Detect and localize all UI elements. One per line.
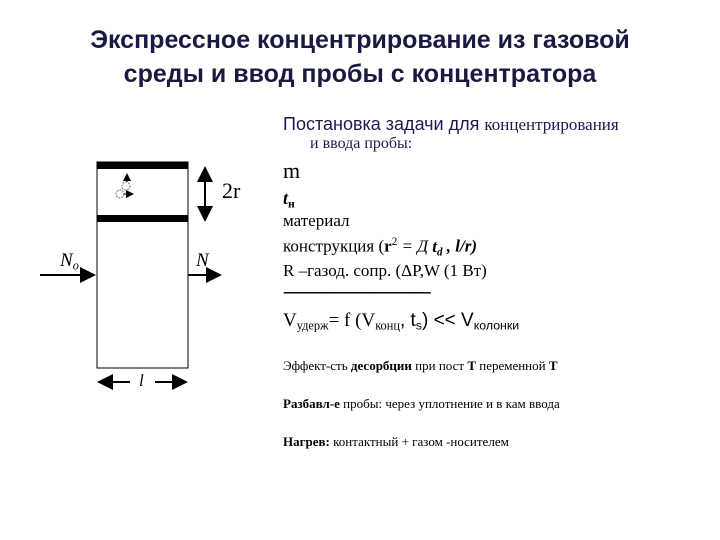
column-wall-top bbox=[97, 162, 188, 169]
desorption-note: Эффект-сть десорбции при пост Т переменной Т bbox=[283, 358, 558, 373]
retention-formula: $V_{удерж}= f$ ($V_{конц}$, $t_s) << V_{колонки}$ bbox=[283, 310, 520, 333]
slide-title-line2: среды и ввод пробы с концентратора bbox=[123, 60, 597, 88]
task-heading: Постановка задачи для концентрирования bbox=[283, 114, 619, 134]
column-outline bbox=[97, 162, 188, 368]
label-n0: $N_o$ bbox=[60, 250, 79, 273]
molecule-icon bbox=[116, 174, 133, 198]
separator-dashes: ---------------------------------------- bbox=[283, 282, 430, 301]
slide-title-line1: Экспрессное концентрирование из газовой bbox=[90, 26, 630, 54]
label-2r: 2r bbox=[222, 178, 241, 203]
dilution-note: Разбавл-е пробы: через уплотнение и в кам ввода bbox=[283, 396, 560, 411]
task-heading-line2: и ввода пробы: bbox=[310, 135, 413, 152]
column-wall-bottom bbox=[97, 215, 188, 222]
param-material: материал bbox=[283, 211, 350, 230]
label-n: N bbox=[196, 250, 209, 271]
label-l: l bbox=[139, 371, 144, 390]
param-resistance: R –газод. сопр. (ΔP,W (1 Вт) bbox=[283, 261, 487, 280]
param-t: $t_н$ bbox=[283, 188, 295, 211]
param-m: m bbox=[283, 158, 301, 183]
heating-note: Нагрев: контактный + газом -носителем bbox=[283, 434, 509, 449]
param-construction: конструкция ($r^2 = Д$ $t_d$ , l/r) bbox=[283, 236, 478, 258]
